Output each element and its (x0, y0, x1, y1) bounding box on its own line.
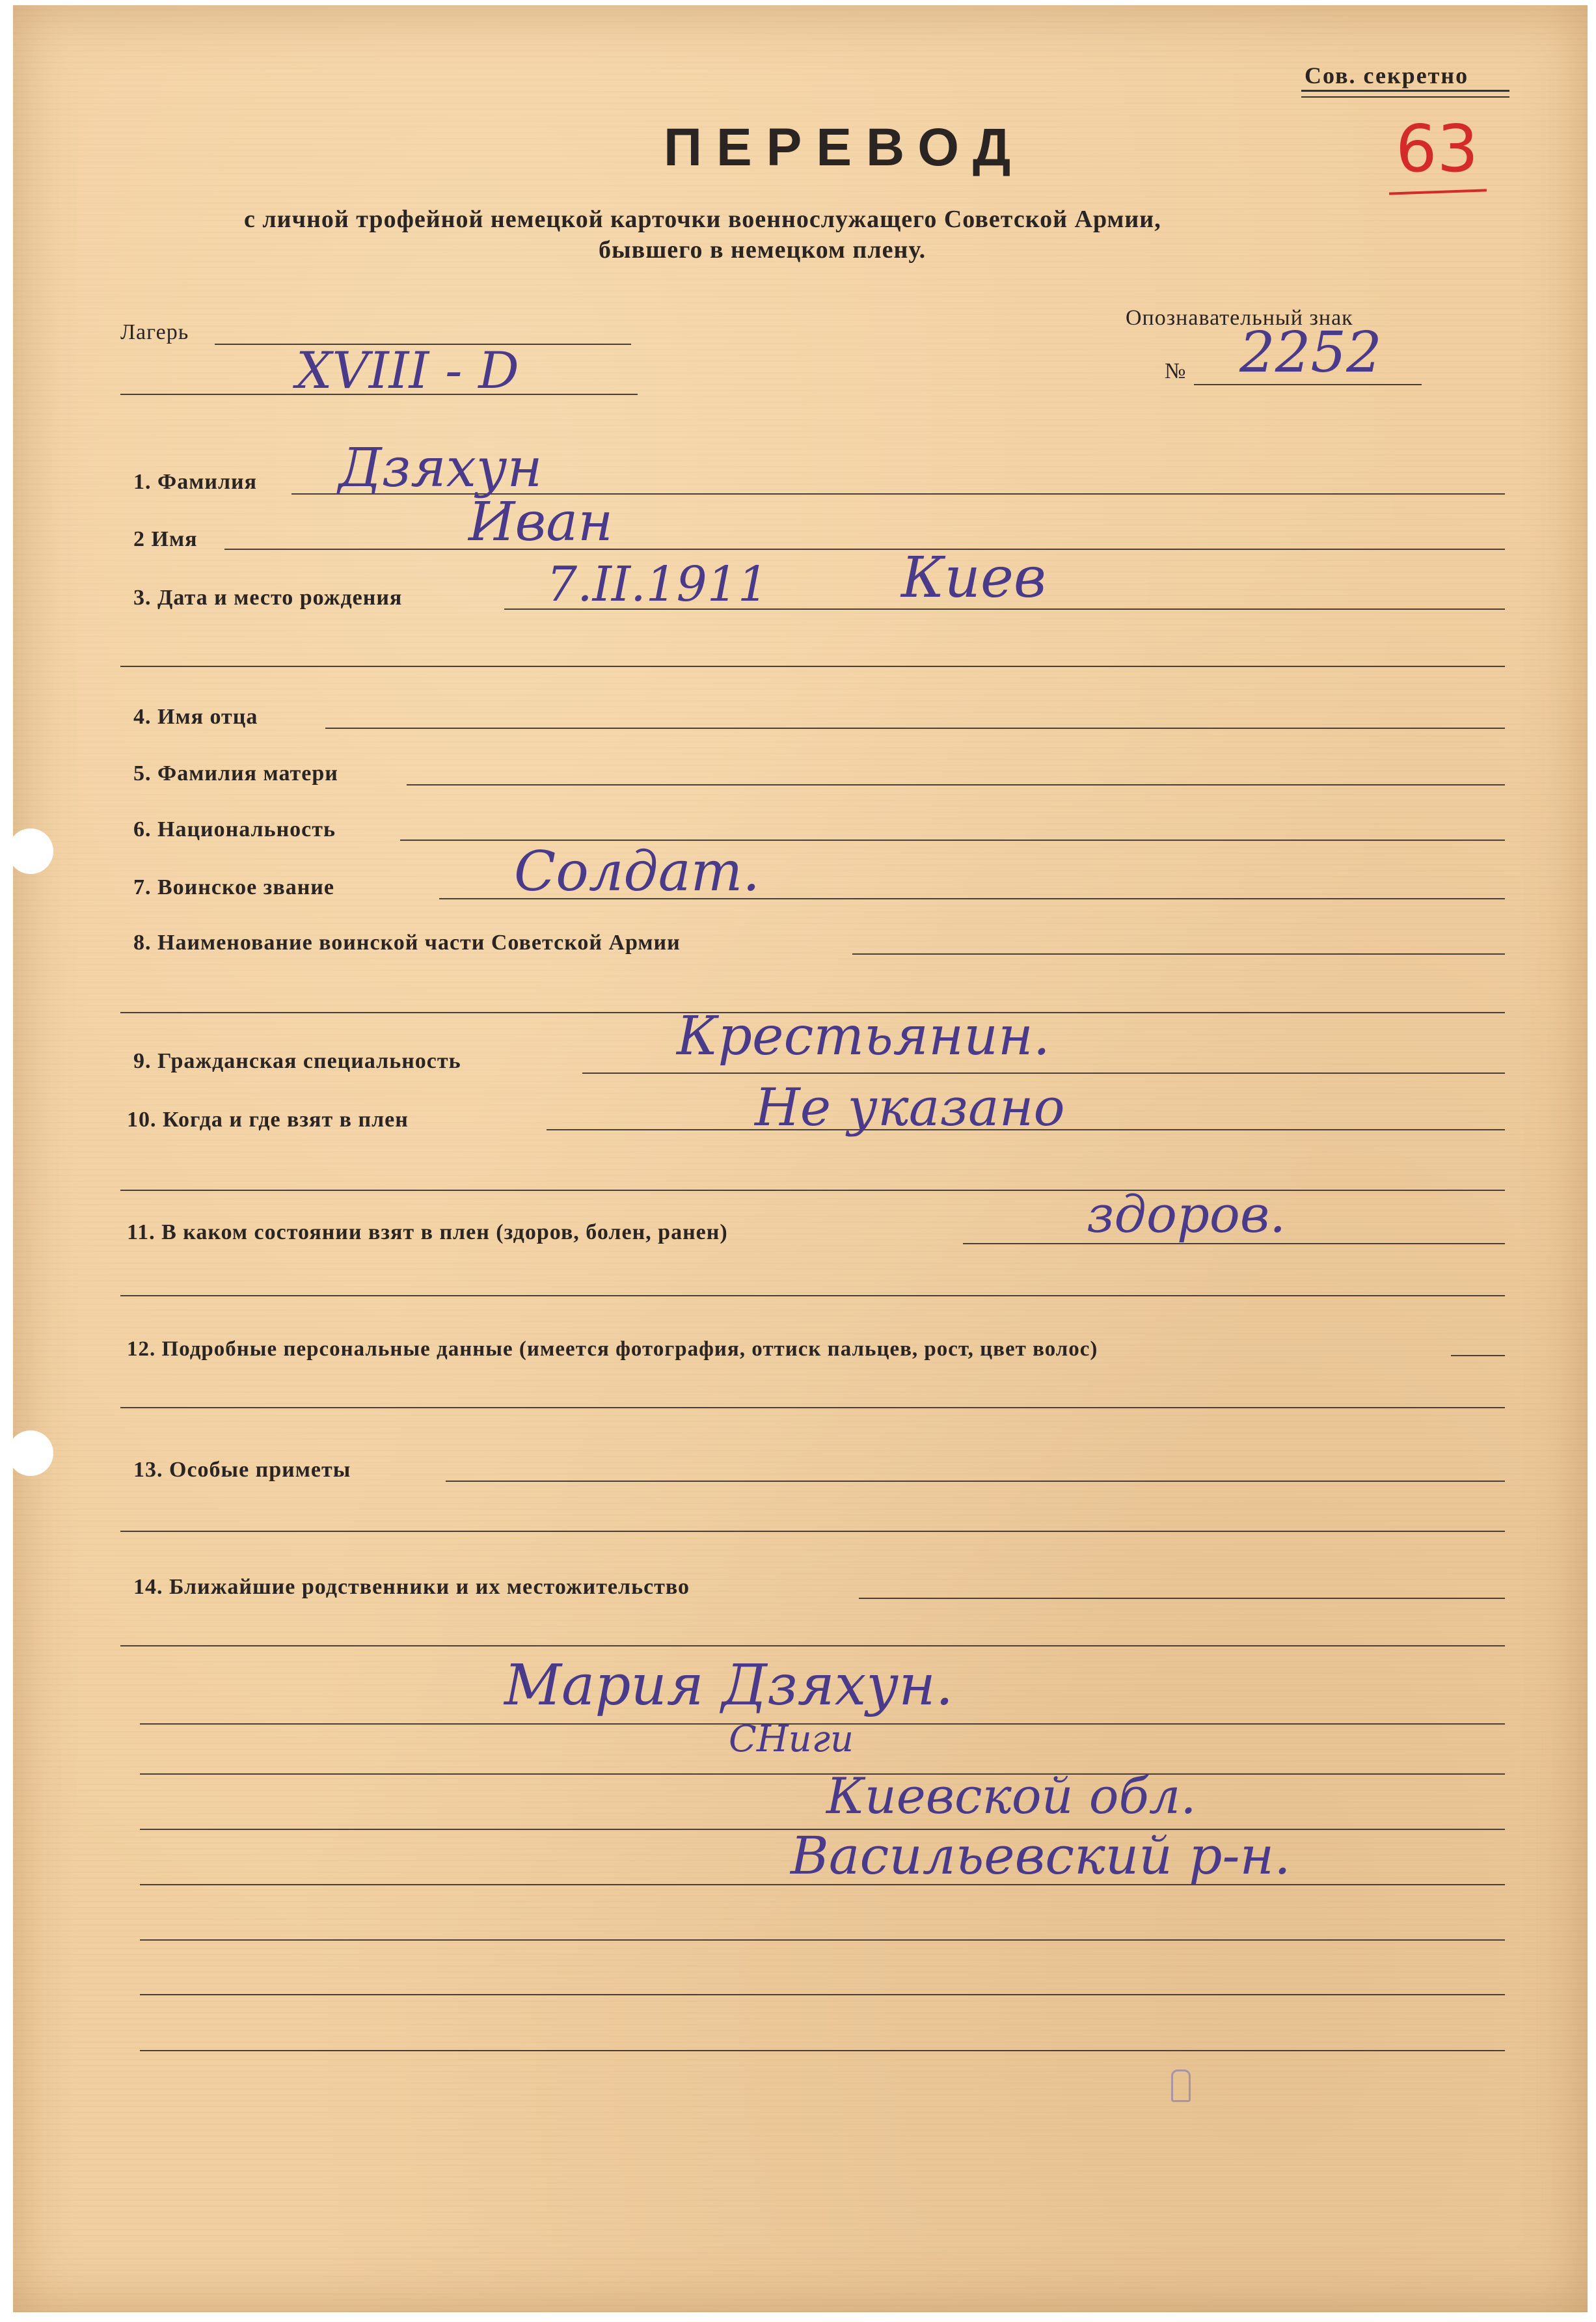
punch-hole (8, 828, 53, 874)
relatives-line-2: СНиги (729, 1718, 854, 1760)
field-line-personal-data (1451, 1355, 1505, 1356)
field-line-birth-2 (120, 666, 1505, 667)
relatives-line-1: Мария Дзяхун. (504, 1653, 954, 1718)
id-tag-number-sign: № (1165, 359, 1187, 383)
field-line-features-2 (120, 1531, 1505, 1532)
pencil-mark (1171, 2069, 1191, 2102)
document-number: 63 (1396, 111, 1479, 187)
field-label-rank: 7. Воинское звание (133, 875, 334, 899)
classification-underline (1301, 90, 1509, 92)
field-line-personal-data-2 (120, 1407, 1505, 1408)
field-label-unit: 8. Наименование воинской части Советской Армии (133, 931, 681, 955)
field-value-condition: здоров. (1087, 1186, 1286, 1244)
field-line-relatives-7 (140, 1994, 1505, 1995)
field-line-relatives-8 (140, 2050, 1505, 2051)
field-label-father: 4. Имя отца (133, 705, 258, 729)
field-line-name (224, 549, 1505, 550)
id-tag-value: 2252 (1239, 320, 1382, 385)
camp-label: Лагерь (120, 320, 189, 344)
field-line-unit (852, 953, 1505, 955)
camp-value: XVIII - D (296, 342, 519, 400)
subtitle-line-1: с личной трофейной немецкой карточки военнослужащего Советской Армии, (244, 206, 1161, 233)
subtitle-line-2: бывшего в немецком плену. (599, 236, 926, 264)
field-label-surname: 1. Фамилия (133, 470, 258, 494)
field-line-relatives-3 (140, 1773, 1505, 1775)
field-label-nationality: 6. Национальность (133, 817, 336, 841)
field-line-specialty (582, 1072, 1505, 1074)
field-line-condition-2 (120, 1295, 1505, 1296)
field-line-mother (407, 784, 1505, 785)
relatives-line-3: Киевской обл. (826, 1767, 1197, 1825)
field-line-relatives-1 (120, 1645, 1505, 1646)
field-value-surname: Дзяхун (338, 437, 543, 499)
field-line-relatives-6 (140, 1939, 1505, 1941)
field-label-name: 2 Имя (133, 527, 198, 551)
page-title: ПЕРЕВОД (664, 118, 1025, 177)
field-value-birth-place: Киев (901, 545, 1046, 610)
punch-hole (8, 1430, 53, 1476)
field-label-specialty: 9. Гражданская специальность (133, 1049, 461, 1073)
field-label-personal-data: 12. Подробные персональные данные (имеется фотография, оттиск пальцев, рост, цвет волос) (127, 1337, 1098, 1361)
id-tag-label: Опознавательный знак (1126, 306, 1353, 330)
field-label-relatives: 14. Ближайшие родственники и их местожительство (133, 1575, 690, 1599)
field-label-birth: 3. Дата и место рождения (133, 586, 403, 610)
field-line-features (446, 1481, 1505, 1482)
relatives-line-4: Васильевский р-н. (791, 1825, 1291, 1886)
field-line-father (325, 728, 1505, 729)
field-value-name: Иван (468, 491, 614, 553)
classification-stamp: Сов. секретно (1305, 62, 1469, 89)
field-label-features: 13. Особые приметы (133, 1458, 351, 1482)
field-label-captured: 10. Когда и где взят в плен (127, 1108, 409, 1132)
field-line-captured-2 (120, 1190, 1505, 1191)
field-label-mother: 5. Фамилия матери (133, 761, 338, 785)
field-value-specialty: Крестьянин. (677, 1005, 1050, 1067)
classification-underline (1301, 96, 1509, 98)
field-value-birth-date: 7.II.1911 (547, 556, 768, 612)
field-value-captured: Не указано (755, 1077, 1065, 1138)
field-label-condition: 11. В каком состоянии взят в плен (здоров, болен, ранен) (127, 1220, 728, 1244)
field-line-relatives (859, 1598, 1505, 1599)
field-value-rank: Солдат. (514, 840, 760, 903)
